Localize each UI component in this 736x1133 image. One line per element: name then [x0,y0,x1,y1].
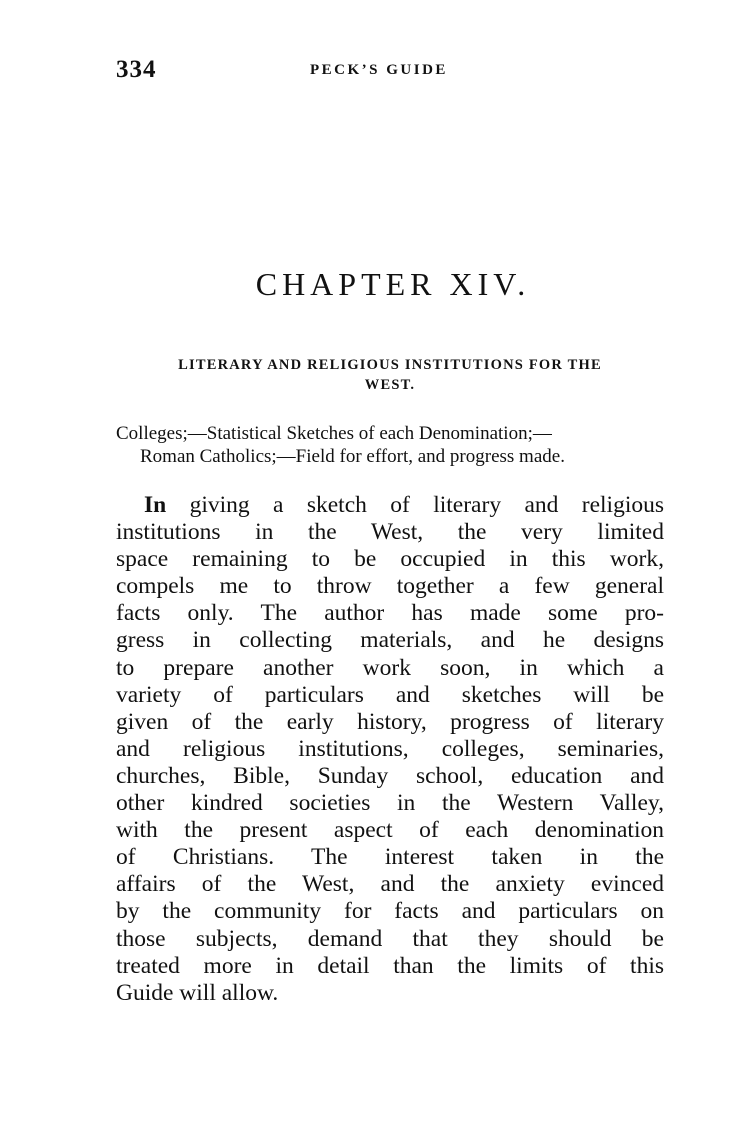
paragraph-line-12: other kindred societies in the Western Valley, [116,790,664,817]
paragraph-line-19: Guide will allow. [116,979,279,1006]
paragraph-line-11: churches, Bible, Sunday school, education and [116,762,664,789]
paragraph-line-3: space remaining to be occupied in this work, [116,546,664,573]
body-paragraph [116,492,664,1007]
paragraph-line-8: variety of particulars and sketches will be [116,681,664,708]
paragraph-line-16: by the community for facts and particulars on [116,898,664,925]
paragraph-line-1 [116,492,664,519]
chapter-subject-line-2: WEST. [364,377,416,393]
running-title: PECK’S GUIDE [310,62,448,78]
chapter-title: CHAPTER XIV. [255,266,531,302]
paragraph-line-2: institutions in the West, the very limited [116,519,664,546]
page-number: 334 [116,56,157,83]
paragraph-line-10: and religious institutions, colleges, seminaries, [116,735,664,762]
paragraph-line-7: to prepare another work soon, in which a [116,654,664,681]
paragraph-line-4: compels me to throw together a few general [116,573,664,600]
paragraph-line-13: with the present aspect of each denomination [116,817,664,844]
chapter-synopsis [116,422,664,468]
chapter-subject [118,355,662,395]
paragraph-lead-word: In [144,492,167,518]
chapter-subject-line-1: LITERARY AND RELIGIOUS INSTITUTIONS FOR THE [178,357,602,373]
running-head [116,56,664,88]
synopsis-line-1: Colleges;—Statistical Sketches of each Denomination;— [116,423,552,444]
paragraph-line-5: facts only. The author has made some pro- [116,600,664,627]
paragraph-line-1-text: giving a sketch of literary and religious [166,492,664,518]
paragraph-line-15: affairs of the West, and the anxiety evinced [116,871,664,898]
paragraph-line-14: of Christians. The interest taken in the [116,844,664,871]
paragraph-line-17: those subjects, demand that they should be [116,925,664,952]
paragraph-line-9: given of the early history, progress of literary [116,708,664,735]
paragraph-line-18: treated more in detail than the limits of this [116,952,664,979]
paragraph-line-6: gress in collecting materials, and he designs [116,627,664,654]
synopsis-line-2: Roman Catholics;—Field for effort, and progress made. [140,446,565,467]
